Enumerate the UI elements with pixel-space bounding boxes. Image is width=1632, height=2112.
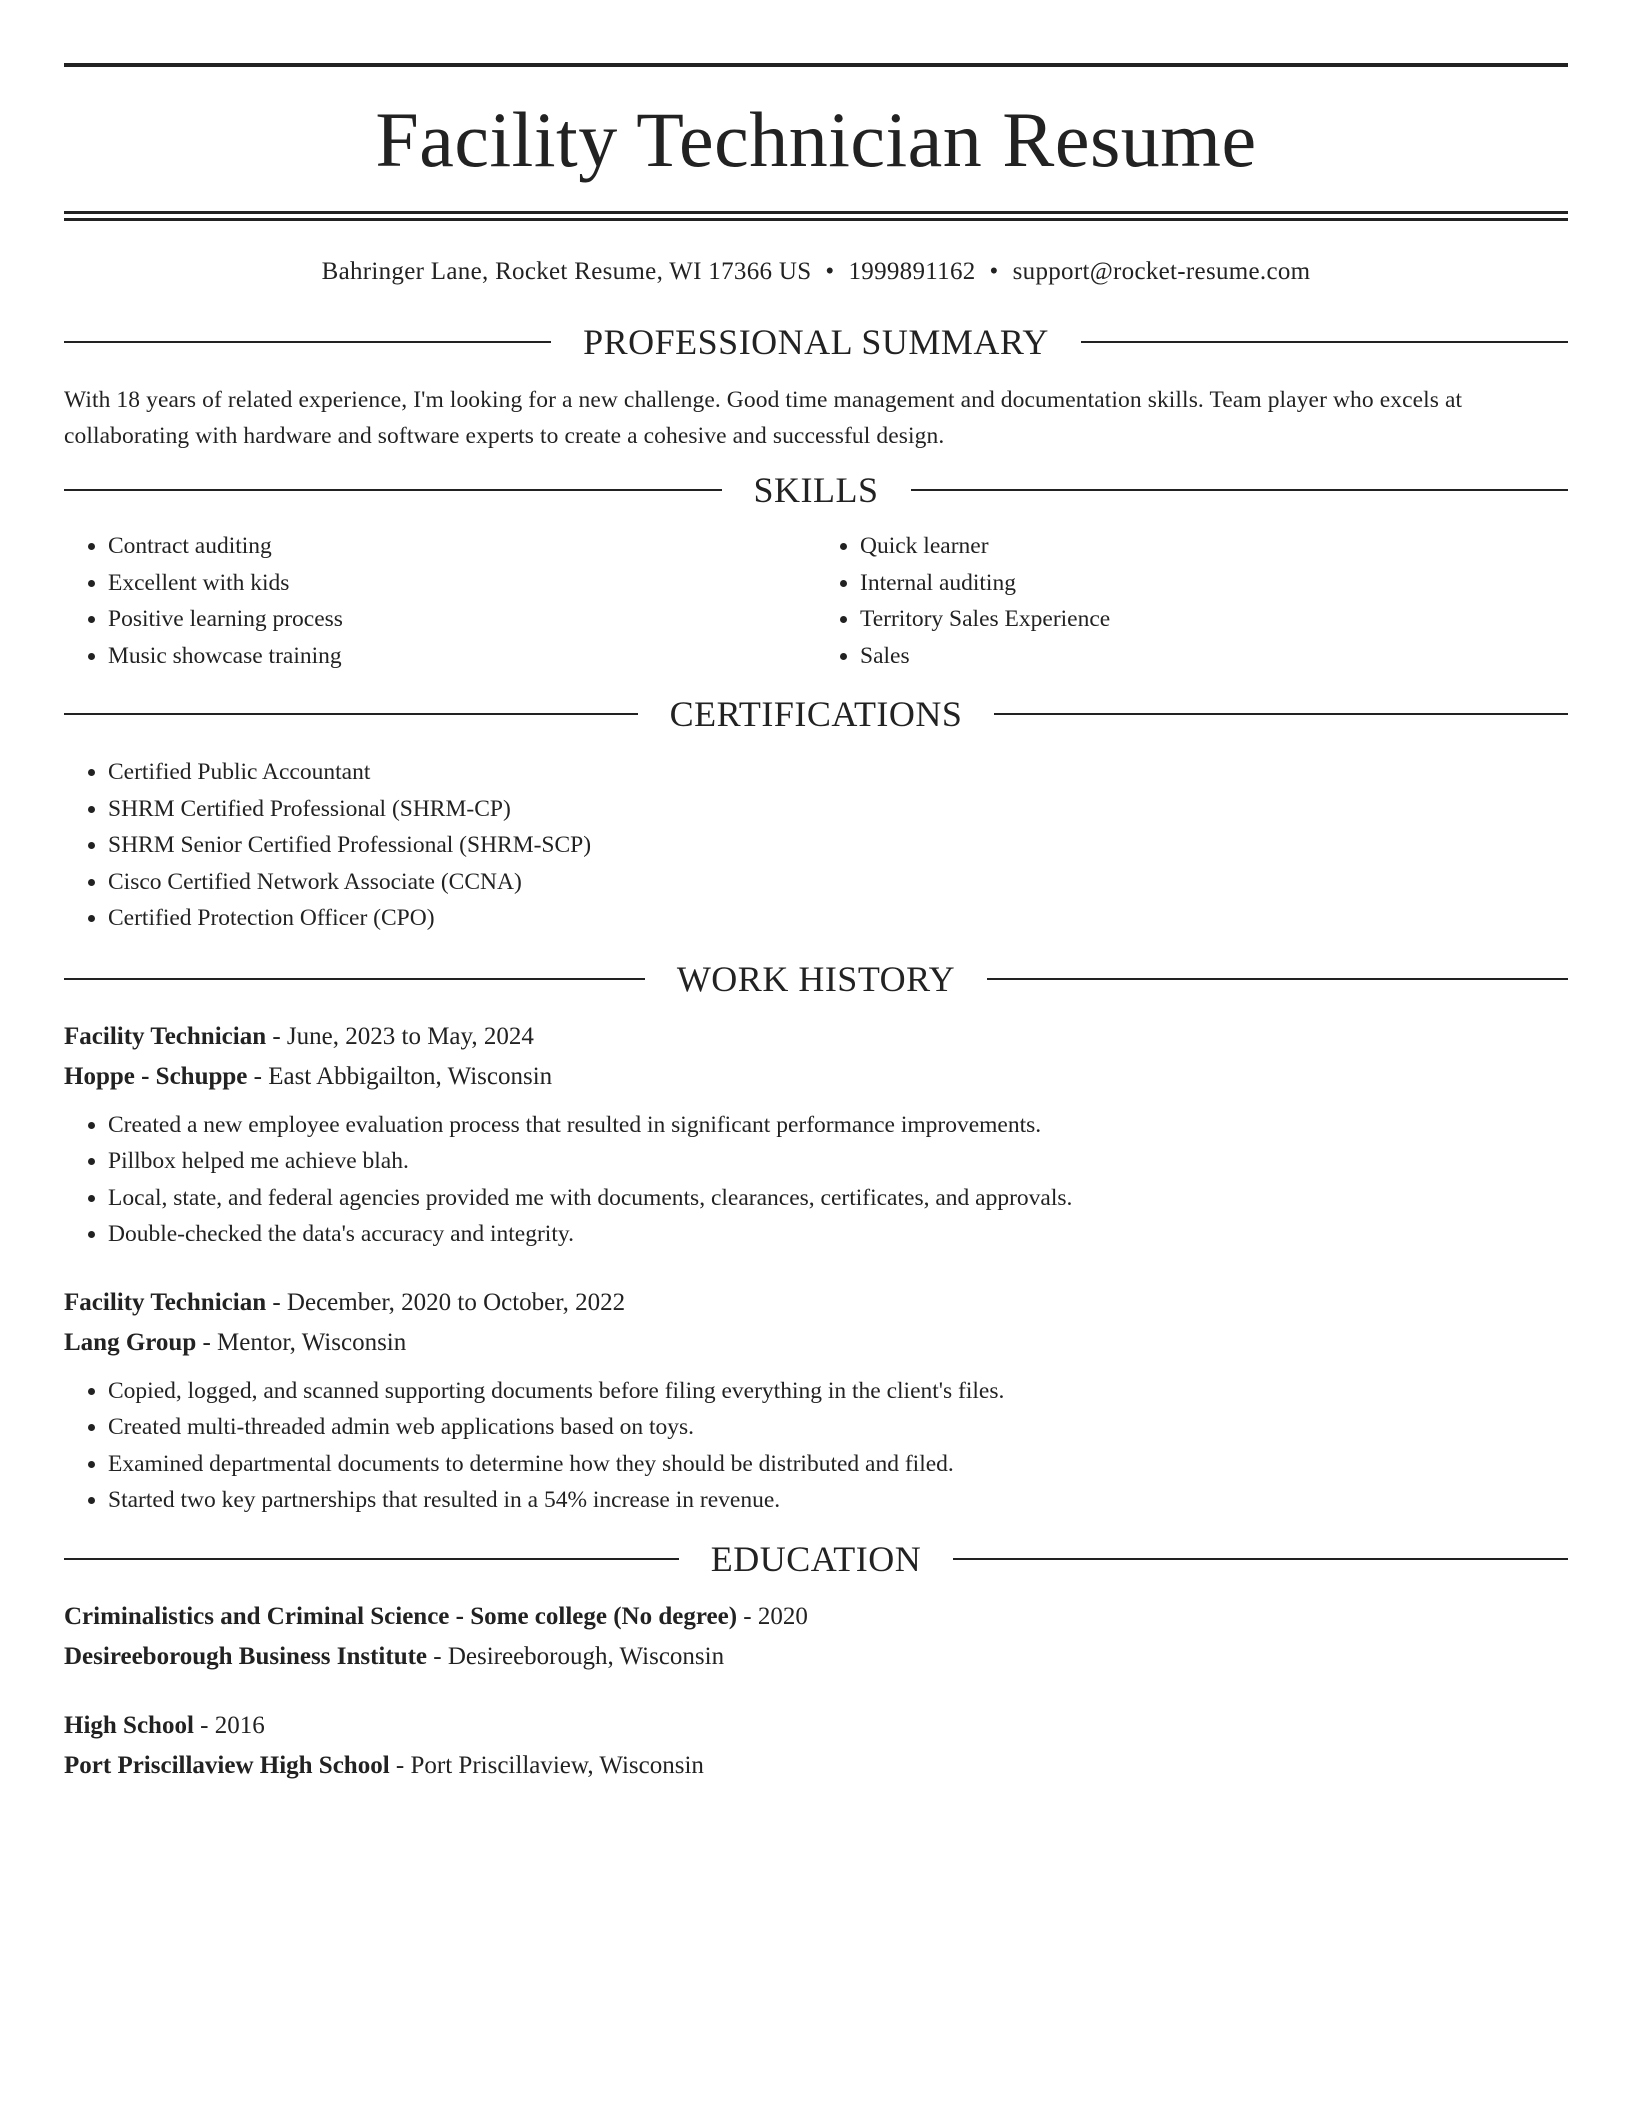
list-item: • Created multi-threaded admin web applications based on toys.	[108, 1409, 1568, 1446]
heading-rule-right	[1081, 341, 1568, 343]
heading-rule-left	[64, 489, 722, 491]
job-company-line	[64, 1057, 1568, 1097]
list-item: • Territory Sales Experience	[860, 601, 1568, 638]
work-entry	[64, 1017, 1568, 1253]
heading-rule-right	[994, 713, 1568, 715]
title-double-rule	[64, 211, 1568, 221]
contact-email: support@rocket-resume.com	[1012, 258, 1311, 285]
list-item: • Certified Public Accountant	[108, 754, 1568, 791]
job-dates: - December, 2020 to October, 2022	[266, 1288, 626, 1316]
section-title: PROFESSIONAL SUMMARY	[583, 322, 1049, 362]
page-title: Facility Technician Resume	[375, 96, 1257, 183]
section-title: SKILLS	[753, 470, 879, 510]
job-location: - Mentor, Wisconsin	[196, 1328, 407, 1356]
summary-text: With 18 years of related experience, I'm looking for a new challenge. Good time management and documentation skills. Team player who excels at collaborating with hardware and software experts to create a cohesive and successful design.	[64, 387, 1463, 449]
education-location: - Port Priscillaview, Wisconsin	[389, 1751, 704, 1779]
skills-list-right	[816, 528, 1568, 674]
job-bullets	[64, 1373, 1568, 1519]
list-item: • Pillbox helped me achieve blah.	[108, 1143, 1568, 1180]
job-title: Facility Technician	[64, 1022, 267, 1050]
contact-separator: •	[989, 258, 999, 285]
skills-grid	[64, 528, 1568, 674]
section-title: CERTIFICATIONS	[669, 694, 963, 734]
list-item: • Contract auditing	[108, 528, 816, 565]
section-heading-summary	[64, 324, 1568, 360]
education-degree-line	[64, 1597, 1568, 1637]
education-school: Port Priscillaview High School	[64, 1751, 390, 1779]
education-degree-line	[64, 1706, 1568, 1746]
education-location: - Desireeborough, Wisconsin	[427, 1642, 725, 1670]
list-item: • Copied, logged, and scanned supporting documents before filing everything in the client's files.	[108, 1373, 1568, 1410]
education-school-line	[64, 1746, 1568, 1786]
section-heading-work-history	[64, 958, 1568, 999]
list-item: • SHRM Certified Professional (SHRM-CP)	[108, 791, 1568, 828]
contact-phone: 1999891162	[848, 258, 976, 285]
heading-rule-left	[64, 713, 638, 715]
list-item: • Cisco Certified Network Associate (CCNA)	[108, 864, 1568, 901]
contact-address: Bahringer Lane, Rocket Resume, WI 17366 US	[321, 258, 812, 285]
list-item: • SHRM Senior Certified Professional (SHRM-SCP)	[108, 827, 1568, 864]
heading-rule-right	[953, 1558, 1568, 1560]
job-title-line	[64, 1017, 1568, 1057]
list-item: • Music showcase training	[108, 638, 816, 675]
certifications-list	[64, 754, 1568, 937]
job-bullets	[64, 1107, 1568, 1253]
section-heading-education	[64, 1538, 1568, 1579]
heading-rule-left	[64, 341, 551, 343]
list-item: • Started two key partnerships that resulted in a 54% increase in revenue.	[108, 1482, 1568, 1519]
section-heading-certifications	[64, 696, 1568, 732]
heading-rule-right	[987, 978, 1568, 980]
heading-rule-right	[911, 489, 1569, 491]
skills-list-left	[64, 528, 816, 674]
job-location: - East Abbigailton, Wisconsin	[247, 1062, 553, 1090]
top-rule	[64, 63, 1568, 67]
job-company: Hoppe - Schuppe	[64, 1062, 248, 1090]
education-degree: Criminalistics and Criminal Science - Some college (No degree)	[64, 1602, 738, 1630]
job-company: Lang Group	[64, 1328, 197, 1356]
job-dates: - June, 2023 to May, 2024	[266, 1022, 534, 1050]
list-item: • Double-checked the data's accuracy and integrity.	[108, 1216, 1568, 1253]
job-company-line	[64, 1323, 1568, 1363]
list-item: • Quick learner	[860, 528, 1568, 565]
list-item: • Examined departmental documents to determine how they should be distributed and filed.	[108, 1446, 1568, 1483]
section-title: EDUCATION	[710, 1538, 922, 1579]
job-title: Facility Technician	[64, 1288, 267, 1316]
list-item: • Excellent with kids	[108, 565, 816, 602]
education-year: - 2016	[193, 1711, 265, 1739]
list-item: • Created a new employee evaluation process that resulted in significant performance improvements.	[108, 1107, 1568, 1144]
list-item: • Sales	[860, 638, 1568, 675]
education-school: Desireeborough Business Institute	[64, 1642, 428, 1670]
education-school-line	[64, 1637, 1568, 1677]
education-entry	[64, 1597, 1568, 1677]
list-item: • Positive learning process	[108, 601, 816, 638]
education-degree: High School	[64, 1711, 194, 1739]
work-entry	[64, 1283, 1568, 1519]
heading-rule-left	[64, 1558, 679, 1560]
education-entry	[64, 1706, 1568, 1786]
list-item: • Internal auditing	[860, 565, 1568, 602]
education-year: - 2020	[737, 1602, 808, 1630]
contact-line	[64, 259, 1568, 284]
heading-rule-left	[64, 978, 645, 980]
section-heading-skills	[64, 472, 1568, 508]
list-item: • Certified Protection Officer (CPO)	[108, 900, 1568, 937]
job-title-line	[64, 1283, 1568, 1323]
contact-separator: •	[825, 258, 835, 285]
section-title: WORK HISTORY	[676, 958, 956, 999]
list-item: • Local, state, and federal agencies provided me with documents, clearances, certificates, and approvals.	[108, 1180, 1568, 1217]
